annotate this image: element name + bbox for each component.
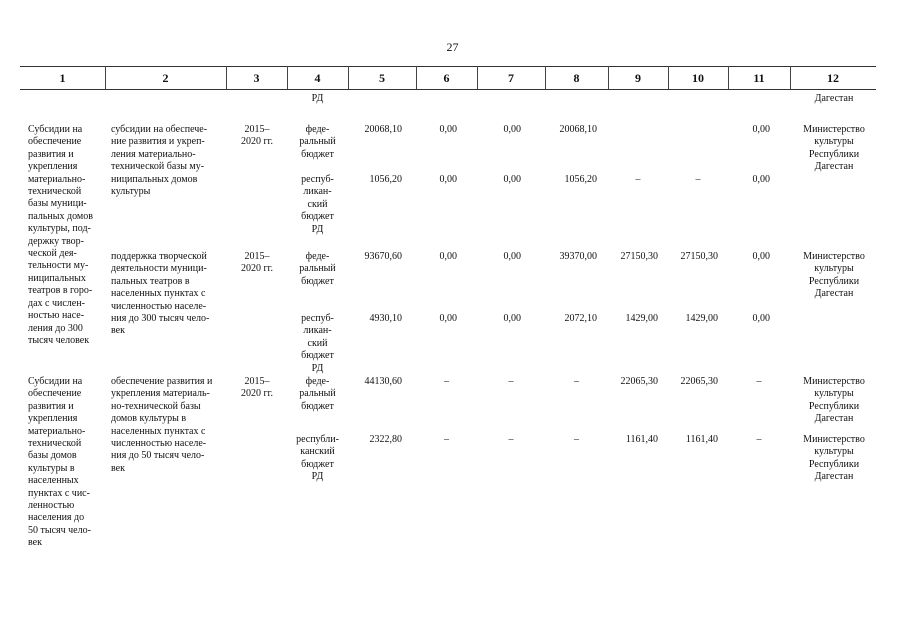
g1r2-republic-2020: 0,00 [752,313,770,324]
g1r2-republic-2019: 1429,00 [685,313,718,324]
g2-federal-2019: 22065,30 [680,376,718,387]
column-header-7: 7 [508,71,514,85]
continuation-executor: Дагестан [814,93,854,104]
g2-republic-2018: 1161,40 [625,434,658,445]
group1-activity-name: Субсидии на обеспечение развития и укрепления материально- технической базы муници- пальных домов культуры, под- держку твор- ческой дея- тельности му- ниципальных театров в горо- дах с числен- ностью насе- ления до 300 тысяч человек [28,124,93,346]
column-header-11: 11 [753,71,765,85]
column-header-3: 3 [253,71,260,85]
g1r1-republic-2019: – [695,174,701,185]
g1r1-federal-2017: 20068,10 [559,124,597,135]
g1r1-federal-source: феде- ральный бюджет [299,124,336,160]
g1r1-federal-executor: Министерство культуры Республики Дагестан [803,124,865,173]
g1r1-republic-source: респуб- ликан- ский бюджет РД [301,174,334,235]
g1r1-republic-2015: 0,00 [439,174,457,185]
g1r2-federal-total: 93670,60 [364,251,402,262]
g2-republic-2017: – [574,434,579,445]
g1r2-federal-2019: 27150,30 [680,251,718,262]
g2-federal-2015: – [444,376,449,387]
g1r1-federal-2016: 0,00 [503,124,521,135]
g2-republic-2015: – [444,434,449,445]
g1r1-federal-2020: 0,00 [752,124,770,135]
g1r2-federal-executor: Министерство культуры Республики Дагестан [803,251,865,300]
g1r2-republic-source: респуб- ликан- ский бюджет РД [301,313,334,374]
g1r1-federal-2015: 0,00 [439,124,457,135]
group1-row2-period: 2015– 2020 гг. [240,251,274,275]
g1r2-federal-2020: 0,00 [752,251,770,262]
group1-row1-measure: субсидии на обеспече- ние развития и укреп- ления материально- технической базы му- ниципальных домов культуры [111,124,208,198]
g1r1-republic-2017: 1056,20 [564,174,597,185]
g2-republic-source: республи- канский бюджет РД [296,434,339,483]
g2-federal-2016: – [508,376,514,387]
g1r2-republic-2017: 2072,10 [564,313,597,324]
g2-federal-2018: 22065,30 [620,376,658,387]
column-header-12: 12 [827,71,839,85]
g1r1-republic-2018: – [635,174,641,185]
g2-republic-executor: Министерство культуры Республики Дагестан [803,434,865,483]
continuation-source: РД [311,93,324,104]
column-header-8: 8 [573,71,580,85]
g1r2-republic-total: 4930,10 [369,313,402,324]
g2-republic-2016: – [508,434,514,445]
header-top-rule [20,66,876,67]
g1r2-federal-2016: 0,00 [503,251,521,262]
g2-federal-total: 44130,60 [364,376,402,387]
page-number: 27 [446,40,459,54]
g2-federal-executor: Министерство культуры Республики Дагестан [803,376,865,425]
g2-federal-2020: – [756,376,762,387]
column-header-6: 6 [443,71,450,85]
group2-measure: обеспечение развития и укрепления материаль- но-технической базы домов культуры в населенных пунктах с численностью населе- ния до 50 тысяч чело- век [111,376,213,474]
g1r1-republic-total: 1056,20 [369,174,402,185]
column-header-4: 4 [314,71,321,85]
group1-row2-measure: поддержка творческой деятельности муници- пальных театров в населенных пунктах с численностью населе- ния до 300 тысяч чело- век [111,251,210,337]
column-header-10: 10 [692,71,704,85]
g1r2-republic-2016: 0,00 [503,313,521,324]
g1r1-federal-total: 20068,10 [364,124,402,135]
column-header-9: 9 [635,71,641,85]
g1r2-republic-2018: 1429,00 [625,313,658,324]
g1r1-republic-2016: 0,00 [503,174,521,185]
group2-activity-name: Субсидии на обеспечение развития и укрепления материально- технической базы домов культуры в населенных пунктах с чис- ленностью населения до 50 тысяч чело- век [28,376,91,549]
header-bottom-rule [20,89,876,90]
g1r2-federal-2018: 27150,30 [620,251,658,262]
g2-federal-source: феде- ральный бюджет [299,376,336,412]
group2-period: 2015– 2020 гг. [240,376,274,400]
column-header-2: 2 [162,71,169,85]
g1r1-republic-2020: 0,00 [752,174,770,185]
column-header-1: 1 [59,71,66,85]
group1-row1-period: 2015– 2020 гг. [240,124,274,148]
column-header-5: 5 [379,71,385,85]
g2-republic-2020: – [756,434,762,445]
g2-republic-2019: 1161,40 [685,434,718,445]
g1r2-federal-source: феде- ральный бюджет [299,251,336,287]
g2-federal-2017: – [574,376,579,387]
g2-republic-total: 2322,80 [369,434,402,445]
g1r2-republic-2015: 0,00 [439,313,457,324]
g1r2-federal-2015: 0,00 [439,251,457,262]
g1r2-federal-2017: 39370,00 [559,251,597,262]
